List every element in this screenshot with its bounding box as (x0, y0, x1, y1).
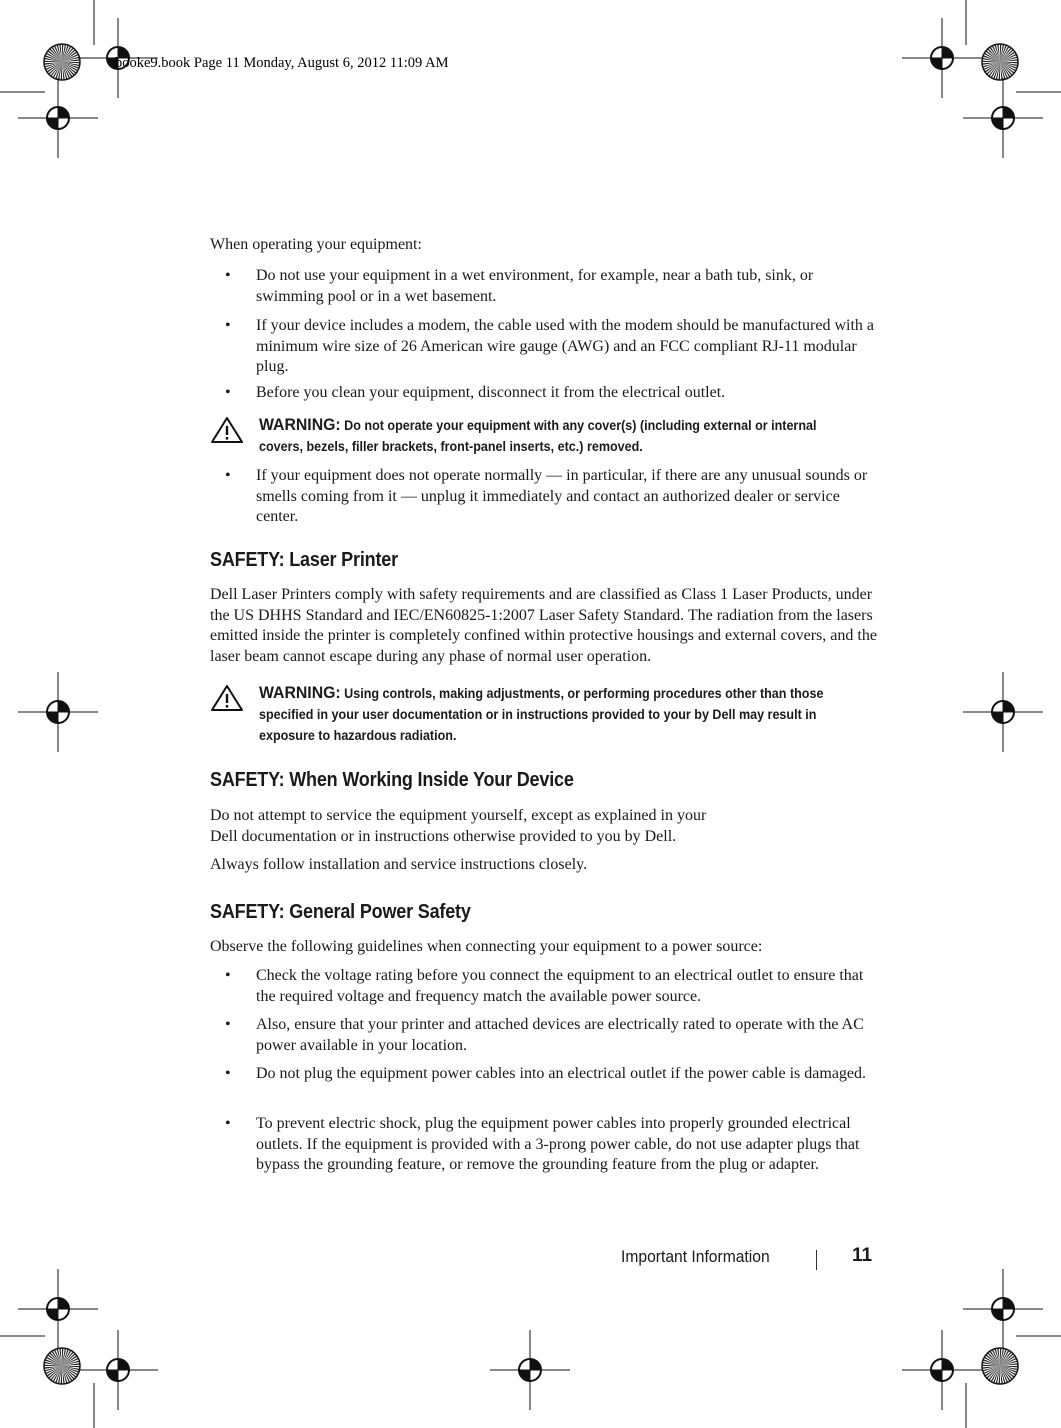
list-item-text: To prevent electric shock, plug the equipment power cables into properly grounded electrical outlets. If the equipment is provided with a 3-prong power cable, do not use adapter plugs that bypass the grounding feature, or remove the grounding feature from the plug or adapter. (256, 1115, 860, 1174)
list-item (225, 1114, 880, 1176)
list-item (225, 266, 880, 307)
list-item (225, 1015, 880, 1056)
list-item-text: Do not plug the equipment power cables into an electrical outlet if the power cable is damaged. (256, 1065, 867, 1082)
list-item (225, 383, 880, 404)
list-item-text: If your equipment does not operate normally — in particular, if there are any unusual sounds or smells coming from it — unplug it immediately and contact an authorized dealer or service center. (256, 467, 868, 526)
section-heading-inside-device: SAFETY: When Working Inside Your Device (210, 769, 574, 791)
inside-paragraph-line: Dell documentation or in instructions otherwise provided to you by Dell. (210, 827, 677, 845)
bullet: • (225, 384, 231, 401)
inside-paragraph-line: Do not attempt to service the equipment yourself, except as explained in your (210, 807, 707, 824)
bullet: • (225, 317, 231, 334)
inside-paragraph-2: Always follow installation and service instructions closely. (210, 856, 588, 873)
footer-divider (816, 1250, 817, 1270)
bullet: • (225, 1115, 231, 1132)
warning-triangle-icon (210, 416, 244, 444)
list-item-text: If your device includes a modem, the cable used with the modem should be manufactured with a minimum wire size of 26 American wire gauge (AWG) and an FCC compliant RJ-11 modular plug. (256, 317, 875, 376)
warning-triangle-icon (210, 684, 244, 712)
list-item-text: Also, ensure that your printer and attached devices are electrically rated to operate with the AC power available in your location. (256, 1016, 864, 1054)
bullet: • (225, 267, 231, 284)
bullet: • (225, 467, 231, 484)
bullet: • (225, 1065, 231, 1082)
list-item-text: Before you clean your equipment, disconnect it from the electrical outlet. (256, 384, 726, 401)
page-number: 11 (852, 1245, 873, 1266)
list-item-text: Do not use your equipment in a wet environment, for example, near a bath tub, sink, or swimming pool or in a wet basement. (256, 267, 814, 305)
list-item (225, 316, 880, 378)
list-item-text: Check the voltage rating before you connect the equipment to an electrical outlet to ensure that the required voltage and frequency match the available power source. (256, 967, 864, 1005)
warning-text: Using controls, making adjustments, or performing procedures other than those specified in your user documentation or in instructions provided to your by Dell may result in exposure to hazardous radiation. (259, 686, 824, 743)
bullet: • (225, 967, 231, 984)
warning-text: Do not operate your equipment with any cover(s) (including external or internal covers, bezels, filler brackets, front-panel inserts, etc.) removed. (259, 418, 817, 454)
intro-text: When operating your equipment: (210, 236, 422, 253)
list-item (225, 1064, 880, 1085)
section-heading-power: SAFETY: General Power Safety (210, 901, 471, 923)
print-header-stamp: booke9.book Page 11 Monday, August 6, 2012 11:09 AM (115, 55, 449, 71)
section-heading-laser: SAFETY: Laser Printer (210, 549, 398, 571)
inside-paragraph (210, 806, 880, 847)
list-item (225, 466, 880, 528)
warning-label: WARNING: (259, 683, 341, 702)
bullet: • (225, 1016, 231, 1033)
warning-label: WARNING: (259, 415, 341, 434)
power-intro: Observe the following guidelines when connecting your equipment to a power source: (210, 938, 763, 955)
list-item (225, 966, 880, 1007)
laser-paragraph: Dell Laser Printers comply with safety requirements and are classified as Class 1 Laser Products, under the US DHHS Standard and IEC/EN60825-1:2007 Laser Safety Standard. The radiation from the lasers emitted inside the printer is completely confined within protective housings and external covers, and the laser beam cannot escape during any phase of normal user operation. (210, 586, 877, 665)
footer-title: Important Information (621, 1247, 770, 1266)
